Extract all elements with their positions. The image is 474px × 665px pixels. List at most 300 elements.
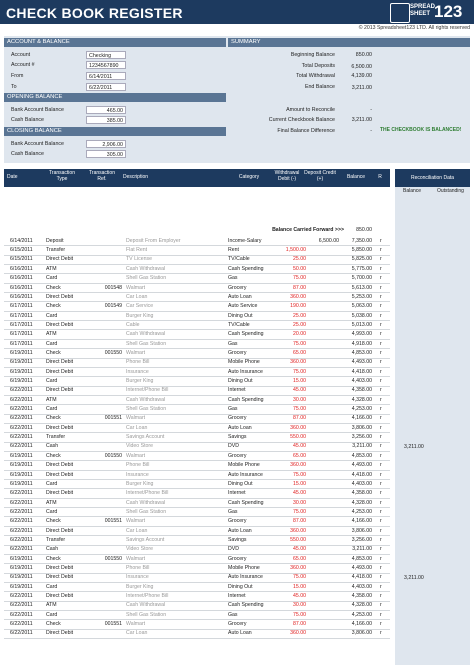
cell-date[interactable]: 6/16/2011 xyxy=(10,265,33,272)
cell-bal[interactable]: 5,038.00 xyxy=(351,312,372,319)
cell-desc[interactable]: Walmart xyxy=(126,415,146,422)
cell-r[interactable]: r xyxy=(380,499,382,506)
cell-wd[interactable]: 50.00 xyxy=(293,265,306,272)
cell-dep[interactable]: 6,500.00 xyxy=(318,237,339,244)
cell-bal[interactable]: 4,993.00 xyxy=(351,331,372,338)
cell-bal[interactable]: 4,253.00 xyxy=(351,508,372,515)
cell-type[interactable]: Check xyxy=(46,555,61,562)
cell-desc[interactable]: Phone Bill xyxy=(126,462,150,469)
cell-wd[interactable]: 45.00 xyxy=(293,387,306,394)
cell-desc[interactable]: Shell Gas Station xyxy=(126,508,167,515)
cell-cat[interactable]: Dining Out xyxy=(228,480,253,487)
cell-cat[interactable]: TV/Cable xyxy=(228,256,250,263)
cell-wd[interactable]: 360.00 xyxy=(290,293,306,300)
cell-cat[interactable]: TV/Cable xyxy=(228,321,250,328)
cell-bal[interactable]: 4,166.00 xyxy=(351,518,372,525)
cell-wd[interactable]: 25.00 xyxy=(293,321,306,328)
cell-cat[interactable]: Gas xyxy=(228,611,238,618)
cell-type[interactable]: Transfer xyxy=(46,247,66,254)
cell-date[interactable]: 6/22/2011 xyxy=(10,424,33,431)
cell-date[interactable]: 6/17/2011 xyxy=(10,303,33,310)
cell-type[interactable]: Card xyxy=(46,508,58,515)
cell-cat[interactable]: Cash Spending xyxy=(228,499,264,506)
cell-type[interactable]: Cash xyxy=(46,443,59,450)
cell-bal[interactable]: 5,013.00 xyxy=(351,321,372,328)
cell-wd[interactable]: 75.00 xyxy=(293,368,306,375)
cell-type[interactable]: Direct Debit xyxy=(46,368,74,375)
cell-r[interactable]: r xyxy=(380,349,382,356)
cell-r[interactable]: r xyxy=(380,574,382,581)
cell-type[interactable]: Card xyxy=(46,583,58,590)
cell-date[interactable]: 6/19/2011 xyxy=(10,583,33,590)
cell-date[interactable]: 6/22/2011 xyxy=(10,621,33,628)
cell-type[interactable]: Card xyxy=(46,275,58,282)
cell-date[interactable]: 6/17/2011 xyxy=(10,321,33,328)
cell-bal[interactable]: 4,403.00 xyxy=(351,480,372,487)
cell-r[interactable]: r xyxy=(380,527,382,534)
cell-date[interactable]: 6/19/2011 xyxy=(10,462,33,469)
cell-date[interactable]: 6/16/2011 xyxy=(10,275,33,282)
cell-date[interactable]: 6/19/2011 xyxy=(10,378,33,385)
cell-bal[interactable]: 4,493.00 xyxy=(351,359,372,366)
cell-bal[interactable]: 4,918.00 xyxy=(351,340,372,347)
cell-cat[interactable]: Auto Loan xyxy=(228,630,252,637)
cell-cat[interactable]: DVD xyxy=(228,546,239,553)
opening-bank-field[interactable]: 465.00 xyxy=(86,106,126,114)
cell-ref[interactable]: 001550 xyxy=(104,349,122,356)
cell-type[interactable]: Deposit xyxy=(46,237,64,244)
cell-type[interactable]: Direct Debit xyxy=(46,387,74,394)
cell-wd[interactable]: 87.00 xyxy=(293,284,306,291)
cell-type[interactable]: Direct Debit xyxy=(46,630,74,637)
cell-wd[interactable]: 30.00 xyxy=(293,499,306,506)
cell-wd[interactable]: 360.00 xyxy=(290,565,306,572)
cell-desc[interactable]: Savings Account xyxy=(126,536,165,543)
cell-cat[interactable]: Gas xyxy=(228,508,238,515)
cell-date[interactable]: 6/22/2011 xyxy=(10,630,33,637)
cell-cat[interactable]: Grocery xyxy=(228,452,247,459)
cell-r[interactable]: r xyxy=(380,443,382,450)
cell-type[interactable]: Check xyxy=(46,349,61,356)
cell-wd[interactable]: 75.00 xyxy=(293,508,306,515)
cell-r[interactable]: r xyxy=(380,583,382,590)
cell-r[interactable]: r xyxy=(380,303,382,310)
cell-cat[interactable]: Rent xyxy=(228,247,239,254)
cell-cat[interactable]: Income-Salary xyxy=(228,237,262,244)
cell-r[interactable]: r xyxy=(380,415,382,422)
cell-r[interactable]: r xyxy=(380,593,382,600)
cell-type[interactable]: Check xyxy=(46,415,61,422)
cell-wd[interactable]: 75.00 xyxy=(293,574,306,581)
cell-desc[interactable]: Shell Gas Station xyxy=(126,340,167,347)
closing-cash-field[interactable]: 305.00 xyxy=(86,150,126,158)
cell-desc[interactable]: Flat Rent xyxy=(126,247,148,254)
cell-r[interactable]: r xyxy=(380,247,382,254)
cell-cat[interactable]: Grocery xyxy=(228,415,247,422)
cell-desc[interactable]: Walmart xyxy=(126,452,146,459)
cell-type[interactable]: Direct Debit xyxy=(46,424,74,431)
cell-cat[interactable]: Auto Insurance xyxy=(228,368,263,375)
cell-wd[interactable]: 360.00 xyxy=(290,359,306,366)
cell-bal[interactable]: 3,211.00 xyxy=(352,443,372,450)
cell-wd[interactable]: 550.00 xyxy=(290,434,306,441)
cell-type[interactable]: Direct Debit xyxy=(46,527,74,534)
cell-date[interactable]: 6/19/2011 xyxy=(10,480,33,487)
cell-desc[interactable]: Shell Gas Station xyxy=(126,406,167,413)
cell-ref[interactable]: 001549 xyxy=(104,303,122,310)
cell-desc[interactable]: Internet/Phone Bill xyxy=(126,387,169,394)
cell-r[interactable]: r xyxy=(380,284,382,291)
cell-cat[interactable]: Grocery xyxy=(228,349,247,356)
cell-ref[interactable]: 001548 xyxy=(104,284,122,291)
cell-cat[interactable]: Dining Out xyxy=(228,583,253,590)
cell-date[interactable]: 6/19/2011 xyxy=(10,452,33,459)
cell-date[interactable]: 6/22/2011 xyxy=(10,490,33,497)
cell-r[interactable]: r xyxy=(380,630,382,637)
cell-bal[interactable]: 4,358.00 xyxy=(351,490,372,497)
cell-wd[interactable]: 45.00 xyxy=(293,443,306,450)
cell-desc[interactable]: Video Store xyxy=(126,443,154,450)
cell-desc[interactable]: Walmart xyxy=(126,555,146,562)
cell-desc[interactable]: Cash Withdrawal xyxy=(126,499,166,506)
cell-ref[interactable]: 001550 xyxy=(104,452,122,459)
cell-date[interactable]: 6/22/2011 xyxy=(10,434,33,441)
cell-bal[interactable]: 4,418.00 xyxy=(351,368,372,375)
cell-type[interactable]: Transfer xyxy=(46,434,66,441)
cell-cat[interactable]: DVD xyxy=(228,443,239,450)
cell-date[interactable]: 6/22/2011 xyxy=(10,508,33,515)
cell-r[interactable]: r xyxy=(380,237,382,244)
cell-desc[interactable]: Burger King xyxy=(126,480,154,487)
cell-type[interactable]: Card xyxy=(46,406,58,413)
cell-type[interactable]: Direct Debit xyxy=(46,565,74,572)
cell-type[interactable]: ATM xyxy=(46,331,57,338)
cell-wd[interactable]: 190.00 xyxy=(290,303,306,310)
cell-bal[interactable]: 3,256.00 xyxy=(351,536,372,543)
cell-wd[interactable]: 75.00 xyxy=(293,471,306,478)
cell-wd[interactable]: 360.00 xyxy=(290,462,306,469)
cell-cat[interactable]: Mobile Phone xyxy=(228,462,260,469)
cell-cat[interactable]: Mobile Phone xyxy=(228,565,260,572)
cell-cat[interactable]: Auto Service xyxy=(228,303,258,310)
cell-r[interactable]: r xyxy=(380,331,382,338)
cell-r[interactable]: r xyxy=(380,378,382,385)
cell-bal[interactable]: 4,403.00 xyxy=(351,583,372,590)
cell-desc[interactable]: Car Loan xyxy=(126,424,148,431)
cell-wd[interactable]: 75.00 xyxy=(293,406,306,413)
cell-cat[interactable]: Gas xyxy=(228,406,238,413)
cell-date[interactable]: 6/16/2011 xyxy=(10,293,33,300)
to-date-field[interactable]: 6/22/2011 xyxy=(86,83,126,91)
cell-cat[interactable]: Auto Loan xyxy=(228,293,252,300)
cell-type[interactable]: ATM xyxy=(46,499,57,506)
cell-r[interactable]: r xyxy=(380,508,382,515)
cell-type[interactable]: Card xyxy=(46,340,58,347)
cell-date[interactable]: 6/15/2011 xyxy=(10,256,33,263)
cell-bal[interactable]: 4,253.00 xyxy=(351,406,372,413)
cell-wd[interactable]: 1,500.00 xyxy=(285,247,306,254)
cell-desc[interactable]: Deposit From Employer xyxy=(126,237,181,244)
cell-type[interactable]: Direct Debit xyxy=(46,574,74,581)
cell-bal[interactable]: 4,403.00 xyxy=(351,378,372,385)
cell-type[interactable]: Direct Debit xyxy=(46,359,74,366)
cell-wd[interactable]: 30.00 xyxy=(293,602,306,609)
cell-wd[interactable]: 65.00 xyxy=(293,555,306,562)
cell-desc[interactable]: Burger King xyxy=(126,583,154,590)
cell-type[interactable]: Direct Debit xyxy=(46,490,74,497)
cell-r[interactable]: r xyxy=(380,434,382,441)
cell-date[interactable]: 6/22/2011 xyxy=(10,536,33,543)
cell-cat[interactable]: Auto Loan xyxy=(228,527,252,534)
cell-cat[interactable]: Cash Spending xyxy=(228,602,264,609)
cell-r[interactable]: r xyxy=(380,471,382,478)
cell-date[interactable]: 6/22/2011 xyxy=(10,546,33,553)
cell-wd[interactable]: 87.00 xyxy=(293,621,306,628)
cell-type[interactable]: Cash xyxy=(46,546,59,553)
cell-r[interactable]: r xyxy=(380,275,382,282)
cell-date[interactable]: 6/19/2011 xyxy=(10,368,33,375)
cell-cat[interactable]: Grocery xyxy=(228,518,247,525)
cell-desc[interactable]: Savings Account xyxy=(126,434,165,441)
cell-bal[interactable]: 3,806.00 xyxy=(351,424,372,431)
cell-bal[interactable]: 4,166.00 xyxy=(351,621,372,628)
cell-bal[interactable]: 4,853.00 xyxy=(351,555,372,562)
cell-type[interactable]: ATM xyxy=(46,396,57,403)
cell-r[interactable]: r xyxy=(380,546,382,553)
cell-bal[interactable]: 4,253.00 xyxy=(351,611,372,618)
cell-cat[interactable]: Auto Insurance xyxy=(228,574,263,581)
cell-cat[interactable]: Grocery xyxy=(228,621,247,628)
cell-bal[interactable]: 5,775.00 xyxy=(351,265,372,272)
cell-date[interactable]: 6/17/2011 xyxy=(10,340,33,347)
cell-r[interactable]: r xyxy=(380,265,382,272)
cell-r[interactable]: r xyxy=(380,602,382,609)
cell-date[interactable]: 6/22/2011 xyxy=(10,443,33,450)
cell-wd[interactable]: 30.00 xyxy=(293,396,306,403)
cell-cat[interactable]: Internet xyxy=(228,387,246,394)
cell-cat[interactable]: Grocery xyxy=(228,555,247,562)
cell-type[interactable]: Check xyxy=(46,284,61,291)
cell-desc[interactable]: Shell Gas Station xyxy=(126,611,167,618)
account-number-field[interactable]: 1234567890 xyxy=(86,61,126,69)
cell-type[interactable]: Card xyxy=(46,378,58,385)
cell-r[interactable]: r xyxy=(380,256,382,263)
cell-desc[interactable]: Phone Bill xyxy=(126,359,150,366)
cell-r[interactable]: r xyxy=(380,462,382,469)
cell-cat[interactable]: Auto Insurance xyxy=(228,471,263,478)
cell-bal[interactable]: 4,418.00 xyxy=(351,574,372,581)
cell-desc[interactable]: Cable xyxy=(126,321,140,328)
cell-date[interactable]: 6/19/2011 xyxy=(10,574,33,581)
cell-wd[interactable]: 65.00 xyxy=(293,452,306,459)
cell-desc[interactable]: Walmart xyxy=(126,349,146,356)
cell-date[interactable]: 6/15/2011 xyxy=(10,247,33,254)
cell-bal[interactable]: 4,418.00 xyxy=(351,471,372,478)
cell-desc[interactable]: Car Loan xyxy=(126,630,148,637)
cell-wd[interactable]: 550.00 xyxy=(290,536,306,543)
cell-type[interactable]: Direct Debit xyxy=(46,256,74,263)
cell-wd[interactable]: 15.00 xyxy=(293,583,306,590)
cell-bal[interactable]: 4,358.00 xyxy=(351,387,372,394)
cell-type[interactable]: Direct Debit xyxy=(46,462,74,469)
cell-desc[interactable]: Cash Withdrawal xyxy=(126,265,166,272)
cell-r[interactable]: r xyxy=(380,555,382,562)
cell-r[interactable]: r xyxy=(380,518,382,525)
cell-desc[interactable]: Internet/Phone Bill xyxy=(126,593,169,600)
cell-wd[interactable]: 15.00 xyxy=(293,378,306,385)
cell-date[interactable]: 6/22/2011 xyxy=(10,499,33,506)
cell-date[interactable]: 6/19/2011 xyxy=(10,471,33,478)
cell-type[interactable]: Card xyxy=(46,611,58,618)
cell-r[interactable]: r xyxy=(380,312,382,319)
cell-type[interactable]: Card xyxy=(46,312,58,319)
cell-cat[interactable]: Internet xyxy=(228,593,246,600)
cell-r[interactable]: r xyxy=(380,368,382,375)
cell-r[interactable]: r xyxy=(380,565,382,572)
cell-wd[interactable]: 87.00 xyxy=(293,518,306,525)
cell-bal[interactable]: 4,853.00 xyxy=(351,452,372,459)
cell-ref[interactable]: 001551 xyxy=(104,415,122,422)
cell-desc[interactable]: Shell Gas Station xyxy=(126,275,167,282)
cell-type[interactable]: Check xyxy=(46,518,61,525)
cell-desc[interactable]: Insurance xyxy=(126,368,149,375)
opening-cash-field[interactable]: 385.00 xyxy=(86,116,126,124)
cell-r[interactable]: r xyxy=(380,321,382,328)
cell-cat[interactable]: Internet xyxy=(228,490,246,497)
cell-bal[interactable]: 4,853.00 xyxy=(351,349,372,356)
cell-desc[interactable]: Car Loan xyxy=(126,293,148,300)
cell-type[interactable]: Check xyxy=(46,621,61,628)
cell-r[interactable]: r xyxy=(380,340,382,347)
cell-bal[interactable]: 4,328.00 xyxy=(351,499,372,506)
cell-wd[interactable]: 45.00 xyxy=(293,490,306,497)
cell-bal[interactable]: 5,063.00 xyxy=(351,303,372,310)
cell-bal[interactable]: 3,256.00 xyxy=(351,434,372,441)
cell-r[interactable]: r xyxy=(380,611,382,618)
cell-desc[interactable]: Burger King xyxy=(126,312,154,319)
cell-bal[interactable]: 4,328.00 xyxy=(351,396,372,403)
cell-wd[interactable]: 75.00 xyxy=(293,611,306,618)
cell-bal[interactable]: 7,350.00 xyxy=(351,237,372,244)
cell-date[interactable]: 6/19/2011 xyxy=(10,349,33,356)
cell-r[interactable]: r xyxy=(380,396,382,403)
cell-r[interactable]: r xyxy=(380,536,382,543)
table-row[interactable] xyxy=(4,629,390,639)
cell-wd[interactable]: 45.00 xyxy=(293,593,306,600)
cell-wd[interactable]: 87.00 xyxy=(293,415,306,422)
cell-desc[interactable]: Burger King xyxy=(126,378,154,385)
cell-date[interactable]: 6/22/2011 xyxy=(10,396,33,403)
cell-cat[interactable]: Gas xyxy=(228,340,238,347)
cell-r[interactable]: r xyxy=(380,359,382,366)
cell-date[interactable]: 6/22/2011 xyxy=(10,406,33,413)
cell-desc[interactable]: Internet/Phone Bill xyxy=(126,490,169,497)
cell-desc[interactable]: Insurance xyxy=(126,574,149,581)
cell-wd[interactable]: 20.00 xyxy=(293,331,306,338)
cell-cat[interactable]: Savings xyxy=(228,434,247,441)
cell-cat[interactable]: Mobile Phone xyxy=(228,359,260,366)
cell-date[interactable]: 6/17/2011 xyxy=(10,312,33,319)
cell-wd[interactable]: 75.00 xyxy=(293,275,306,282)
cell-wd[interactable]: 360.00 xyxy=(290,630,306,637)
cell-ref[interactable]: 001551 xyxy=(104,621,122,628)
cell-bal[interactable]: 5,613.00 xyxy=(351,284,372,291)
cell-desc[interactable]: Walmart xyxy=(126,284,146,291)
cell-r[interactable]: r xyxy=(380,480,382,487)
cell-type[interactable]: Direct Debit xyxy=(46,593,74,600)
cell-date[interactable]: 6/19/2011 xyxy=(10,555,33,562)
cell-wd[interactable]: 75.00 xyxy=(293,340,306,347)
cell-cat[interactable]: Cash Spending xyxy=(228,265,264,272)
cell-r[interactable]: r xyxy=(380,490,382,497)
cell-ref[interactable]: 001551 xyxy=(104,518,122,525)
cell-bal[interactable]: 4,493.00 xyxy=(351,462,372,469)
cell-wd[interactable]: 360.00 xyxy=(290,527,306,534)
cell-bal[interactable]: 4,328.00 xyxy=(351,602,372,609)
cell-date[interactable]: 6/22/2011 xyxy=(10,611,33,618)
cell-desc[interactable]: Phone Bill xyxy=(126,565,150,572)
cell-type[interactable]: Check xyxy=(46,452,61,459)
cell-r[interactable]: r xyxy=(380,621,382,628)
cell-desc[interactable]: Video Store xyxy=(126,546,154,553)
cell-r[interactable]: r xyxy=(380,424,382,431)
cell-type[interactable]: ATM xyxy=(46,602,57,609)
cell-type[interactable]: Card xyxy=(46,480,58,487)
cell-bal[interactable]: 3,806.00 xyxy=(351,527,372,534)
cell-type[interactable]: Direct Debit xyxy=(46,321,74,328)
cell-desc[interactable]: Cash Withdrawal xyxy=(126,331,166,338)
cell-r[interactable]: r xyxy=(380,293,382,300)
cell-desc[interactable]: Car Loan xyxy=(126,527,148,534)
cell-r[interactable]: r xyxy=(380,406,382,413)
cell-bal[interactable]: 4,493.00 xyxy=(351,565,372,572)
cell-wd[interactable]: 360.00 xyxy=(290,424,306,431)
cell-desc[interactable]: Walmart xyxy=(126,621,146,628)
cell-bal[interactable]: 5,825.00 xyxy=(351,256,372,263)
cell-type[interactable]: ATM xyxy=(46,265,57,272)
cell-type[interactable]: Direct Debit xyxy=(46,471,74,478)
cell-bal[interactable]: 3,211.00 xyxy=(352,546,372,553)
cell-cat[interactable]: Cash Spending xyxy=(228,396,264,403)
cell-wd[interactable]: 25.00 xyxy=(293,312,306,319)
cell-bal[interactable]: 4,166.00 xyxy=(351,415,372,422)
cell-desc[interactable]: TV License xyxy=(126,256,152,263)
cell-ref[interactable]: 001550 xyxy=(104,555,122,562)
closing-bank-field[interactable]: 2,906.00 xyxy=(86,140,126,148)
cell-cat[interactable]: Gas xyxy=(228,275,238,282)
cell-wd[interactable]: 15.00 xyxy=(293,480,306,487)
cell-wd[interactable]: 65.00 xyxy=(293,349,306,356)
account-type-field[interactable]: Checking xyxy=(86,51,126,59)
cell-date[interactable]: 6/14/2011 xyxy=(10,237,33,244)
cell-desc[interactable]: Insurance xyxy=(126,471,149,478)
cell-cat[interactable]: Auto Loan xyxy=(228,424,252,431)
from-date-field[interactable]: 6/14/2011 xyxy=(86,72,126,80)
cell-r[interactable]: r xyxy=(380,452,382,459)
cell-type[interactable]: Direct Debit xyxy=(46,293,74,300)
cell-wd[interactable]: 45.00 xyxy=(293,546,306,553)
cell-date[interactable]: 6/22/2011 xyxy=(10,415,33,422)
cell-desc[interactable]: Cash Withdrawal xyxy=(126,396,166,403)
cell-bal[interactable]: 3,806.00 xyxy=(351,630,372,637)
cell-cat[interactable]: Savings xyxy=(228,536,247,543)
cell-bal[interactable]: 5,253.00 xyxy=(351,293,372,300)
cell-cat[interactable]: Dining Out xyxy=(228,312,253,319)
cell-bal[interactable]: 4,358.00 xyxy=(351,593,372,600)
cell-cat[interactable]: Cash Spending xyxy=(228,331,264,338)
cell-wd[interactable]: 25.00 xyxy=(293,256,306,263)
cell-desc[interactable]: Car Service xyxy=(126,303,154,310)
